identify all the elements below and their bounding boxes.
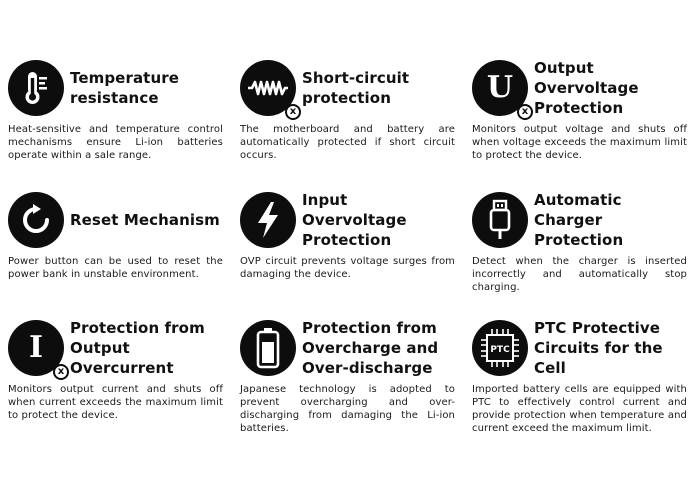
feature-title: Reset Mechanism [70,211,220,229]
feature-reset-mechanism [8,190,223,281]
feature-description: Monitors output current and shuts off when current exceeds the maximum limit to protect the device. [8,384,223,421]
feature-input-overvoltage [240,190,455,281]
feature-description: OVP circuit prevents voltage surges from damaging the device. [240,256,455,280]
feature-description: Monitors output voltage and shuts off when voltage exceeds the maximum limit to protect the device. [472,124,687,161]
battery-icon [240,320,296,376]
feature-title: Output Overvoltage Protection [534,59,639,117]
feature-title: Input Overvoltage Protection [302,191,407,249]
feature-output-overvoltage [472,58,687,162]
icon-glyph: PTC [490,345,510,355]
feature-description: Japanese technology is adopted to prevent overcharging and over-discharging from damaging the Li-ion batteries. [240,384,455,434]
reset-icon [8,192,64,248]
feature-title: Automatic Charger Protection [534,191,624,249]
feature-title: Protection from Output Overcurrent [70,319,205,377]
feature-automatic-charger [472,190,687,294]
feature-description: Detect when the charger is inserted incorrectly and automatically stop charging. [472,256,687,293]
overvoltage-u-icon [472,60,528,116]
x-badge-icon: x [517,104,533,120]
lightning-icon [240,192,296,248]
feature-temperature-resistance [8,58,223,162]
thermometer-icon [8,60,64,116]
feature-output-overcurrent [8,318,223,422]
overcurrent-i-icon [8,320,64,376]
ptc-chip-icon [472,320,528,376]
feature-title: Temperature resistance [70,69,179,107]
usb-plug-icon [472,192,528,248]
x-badge-icon: x [285,104,301,120]
icon-glyph: I [28,330,44,365]
feature-title: PTC Protective Circuits for the Cell [534,319,663,377]
feature-ptc-protective [472,318,687,435]
feature-title: Short-circuit protection [302,69,410,107]
feature-description: Heat-sensitive and temperature control mechanisms ensure Li-ion batteries operate within a sale range. [8,124,223,161]
feature-short-circuit-protection [240,58,455,162]
feature-description: Power button can be used to reset the power bank in unstable environment. [8,256,223,280]
feature-description: Imported battery cells are equipped with PTC to effectively control current and provide protection when temperature and current exceed the maximum limit. [472,384,687,434]
feature-description: The motherboard and battery are automatically protected if short circuit occurs. [240,124,455,161]
feature-overcharge-overdischarge [240,318,455,435]
x-badge-icon: x [53,364,69,380]
short-circuit-wave-icon [240,60,296,116]
feature-title: Protection from Overcharge and Over-discharge [302,319,439,377]
icon-glyph: U [486,70,514,105]
